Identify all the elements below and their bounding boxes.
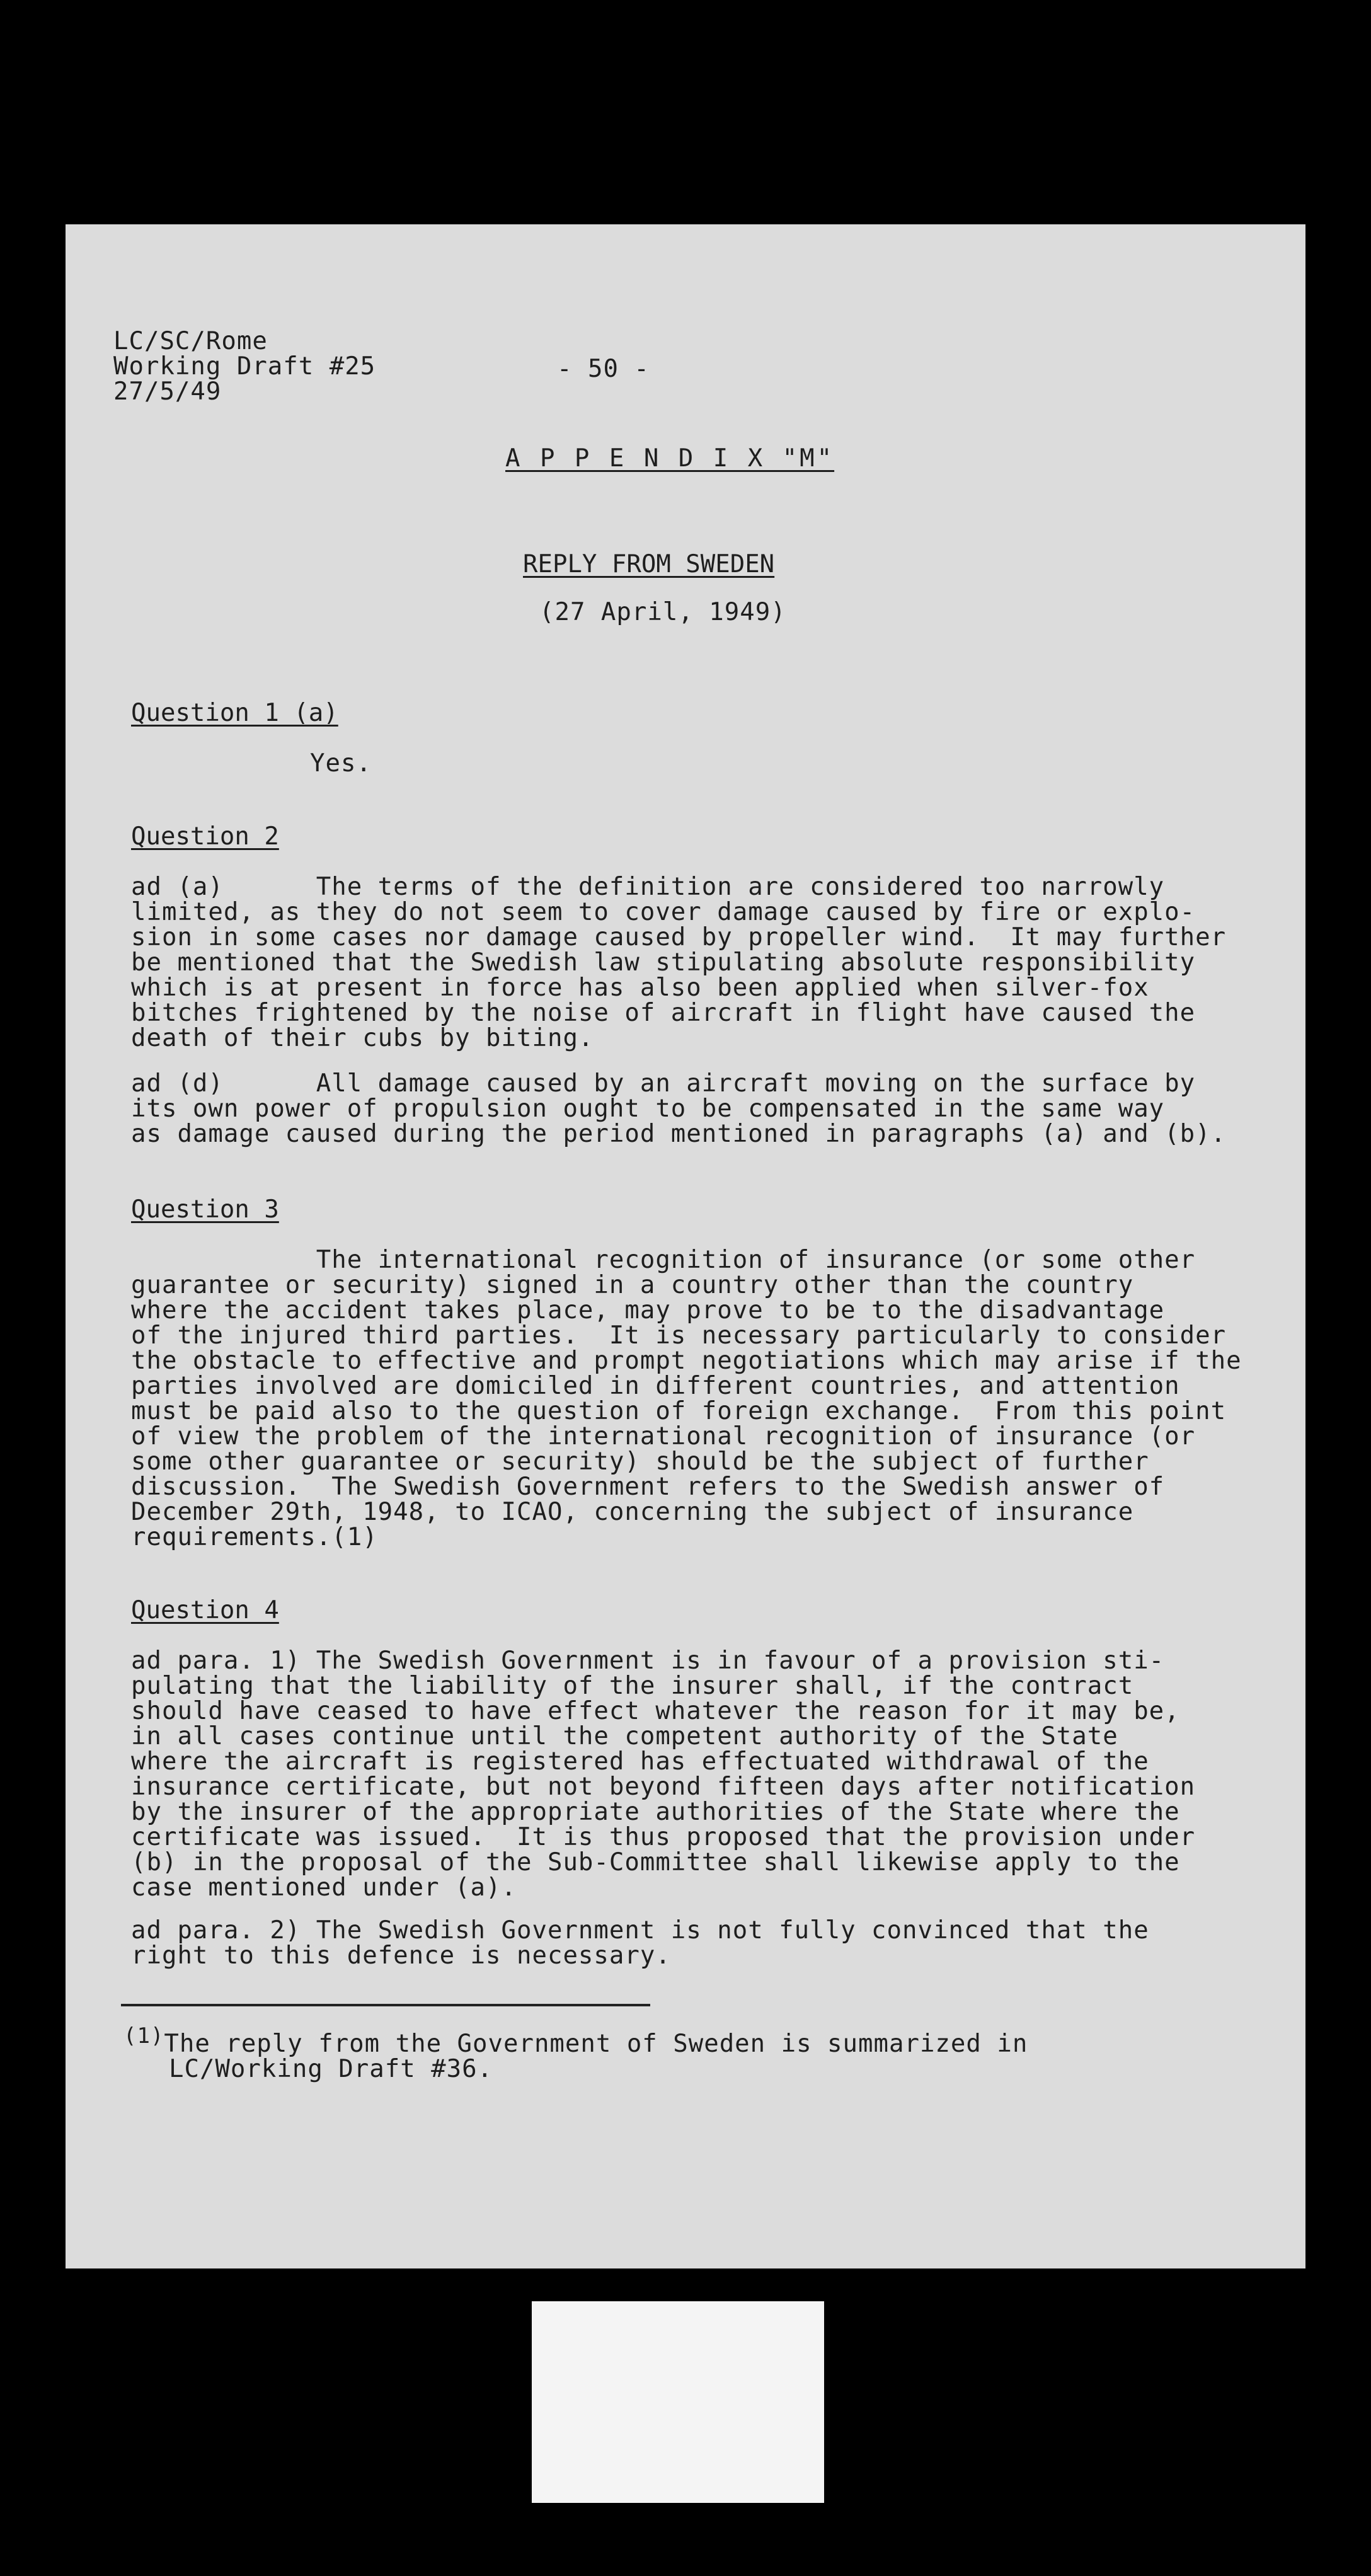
text-line: The international recognition of insurance (or some other xyxy=(131,1246,1196,1274)
question-3-paragraph xyxy=(131,1248,1242,1550)
text-line: where the aircraft is registered has effectuated withdrawal of the xyxy=(131,1747,1149,1776)
text-line: discussion. The Swedish Government refers to the Swedish answer of xyxy=(131,1473,1165,1501)
text-line: of view the problem of the international recognition of insurance (or xyxy=(131,1422,1196,1451)
reply-date: (27 April, 1949) xyxy=(539,598,786,626)
reference-line-2: Working Draft #25 xyxy=(113,352,376,381)
question-3-heading: Question 3 xyxy=(131,1195,279,1224)
text-line: (b) in the proposal of the Sub-Committee shall likewise apply to the xyxy=(131,1848,1180,1877)
text-line: where the accident takes place, may prove to be to the disadvantage xyxy=(131,1296,1165,1325)
text-line: right to this defence is necessary. xyxy=(131,1941,671,1970)
question-4-para-1 xyxy=(131,1648,1195,1900)
text-line: of the injured third parties. It is necessary particularly to consider xyxy=(131,1321,1227,1350)
text-line: ad (a) The terms of the definition are considered too narrowly xyxy=(131,873,1165,901)
text-line: by the insurer of the appropriate authorities of the State where the xyxy=(131,1798,1180,1826)
question-4-heading: Question 4 xyxy=(131,1596,279,1624)
question-1-heading: Question 1 (a) xyxy=(131,699,338,727)
question-2-ad-a-paragraph xyxy=(131,875,1226,1051)
text-line: in all cases continue until the competent authority of the State xyxy=(131,1722,1118,1751)
text-line: be mentioned that the Swedish law stipulating absolute responsibility xyxy=(131,948,1196,977)
text-line: certificate was issued. It is thus proposed that the provision under xyxy=(131,1823,1196,1851)
text-line: death of their cubs by biting. xyxy=(131,1024,594,1052)
text-line: some other guarantee or security) should be the subject of further xyxy=(131,1447,1149,1476)
text-line: must be paid also to the question of foreign exchange. From this point xyxy=(131,1397,1227,1425)
text-line: ad (d) All damage caused by an aircraft moving on the surface by xyxy=(131,1069,1196,1098)
blank-target-card xyxy=(532,2301,824,2503)
question-2-ad-d-paragraph xyxy=(131,1071,1226,1147)
footnote-marker: (1) xyxy=(123,2023,164,2049)
footnote-line-2: LC/Working Draft #36. xyxy=(169,2055,493,2083)
text-line: limited, as they do not seem to cover damage caused by fire or explo- xyxy=(131,898,1196,926)
text-line: sion in some cases nor damage caused by propeller wind. It may further xyxy=(131,923,1227,952)
text-line: case mentioned under (a). xyxy=(131,1873,517,1902)
text-line: the obstacle to effective and prompt negotiations which may arise if the xyxy=(131,1347,1242,1375)
text-line: as damage caused during the period mentioned in paragraphs (a) and (b). xyxy=(131,1120,1227,1148)
text-line: ad para. 1) The Swedish Government is in favour of a provision sti- xyxy=(131,1647,1165,1675)
text-line: requirements.(1) xyxy=(131,1523,378,1551)
page-number: - 50 - xyxy=(557,355,650,383)
footnote-line-1: The reply from the Government of Sweden is summarized in xyxy=(164,2030,1028,2058)
text-line: pulating that the liability of the insurer shall, if the contract xyxy=(131,1672,1134,1700)
appendix-title: A P P E N D I X "M" xyxy=(505,444,835,473)
text-line: guarantee or security) signed in a country other than the country xyxy=(131,1271,1134,1299)
text-line: December 29th, 1948, to ICAO, concerning the subject of insurance xyxy=(131,1498,1134,1526)
text-line: parties involved are domiciled in different countries, and attention xyxy=(131,1372,1180,1400)
reply-title: REPLY FROM SWEDEN xyxy=(523,550,775,578)
text-line: which is at present in force has also been applied when silver-fox xyxy=(131,974,1149,1002)
footnote-separator xyxy=(121,2004,650,2006)
text-line: bitches frightened by the noise of aircraft in flight have caused the xyxy=(131,999,1196,1027)
question-1-answer: Yes. xyxy=(310,749,372,778)
question-4-para-2 xyxy=(131,1918,1149,1969)
question-2-heading: Question 2 xyxy=(131,822,279,851)
text-line: insurance certificate, but not beyond fifteen days after notification xyxy=(131,1773,1196,1801)
reference-date: 27/5/49 xyxy=(113,377,222,406)
text-line: should have ceased to have effect whatever the reason for it may be, xyxy=(131,1697,1180,1725)
reference-line-1: LC/SC/Rome xyxy=(113,327,268,355)
footnote xyxy=(123,2023,1028,2058)
text-line: ad para. 2) The Swedish Government is not fully convinced that the xyxy=(131,1916,1149,1945)
text-line: its own power of propulsion ought to be compensated in the same way xyxy=(131,1095,1165,1123)
document-page xyxy=(66,224,1305,2268)
